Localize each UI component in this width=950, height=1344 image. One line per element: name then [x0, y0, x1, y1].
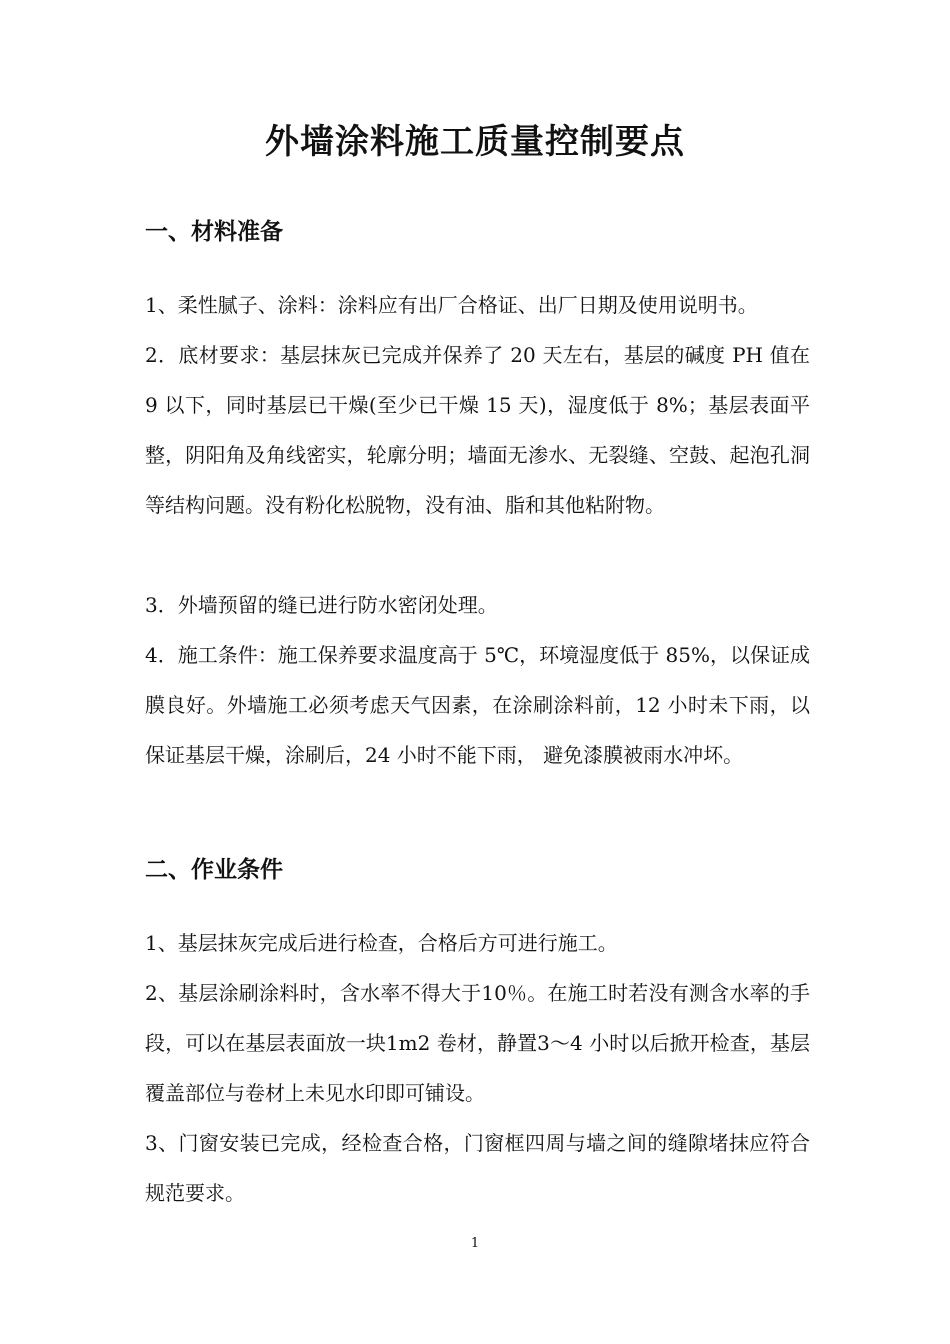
paragraph: 2、基层涂刷涂料时，含水率不得大于10％。在施工时若没有测含水率的手段，可以在基层表面放一块1m2 卷材，静置3～4 小时以后掀开检查，基层覆盖部位与卷材上未见水印即可铺设。	[145, 981, 810, 1105]
document-title: 外墙涂料施工质量控制要点	[265, 122, 685, 162]
section-heading-materials: 一、材料准备	[145, 219, 283, 245]
paragraph: 2．底材要求：基层抹灰已完成并保养了 20 天左右，基层的碱度 PH 值在 9 以下，同时基层已干燥(至少已干燥 15 天)，湿度低于 8%；基层表面平整，阴阳角及角线密实，轮廓分明；墙面无渗水、无裂缝、空鼓、起泡孔洞等结构问题。没有粉化松脱物，没有油、脂和其他粘附物。	[145, 343, 810, 517]
paragraph: 3、门窗安装已完成，经检查合格，门窗框四周与墙之间的缝隙堵抹应符合规范要求。	[145, 1131, 810, 1205]
paragraph: 3．外墙预留的缝已进行防水密闭处理。	[145, 593, 498, 617]
paragraph: 1、柔性腻子、涂料：涂料应有出厂合格证、出厂日期及使用说明书。	[145, 293, 758, 317]
page-number: 1	[470, 1236, 480, 1251]
section-heading-conditions: 二、作业条件	[145, 857, 283, 883]
paragraph: 1、基层抹灰完成后进行检查，合格后方可进行施工。	[145, 931, 618, 955]
paragraph: 4．施工条件：施工保养要求温度高于 5℃，环境湿度低于 85%，以保证成膜良好。外墙施工必须考虑天气因素，在涂刷涂料前，12 小时未下雨，以保证基层干燥，涂刷后，24 小时不能下雨， 避免漆膜被雨水冲坏。	[145, 643, 810, 767]
